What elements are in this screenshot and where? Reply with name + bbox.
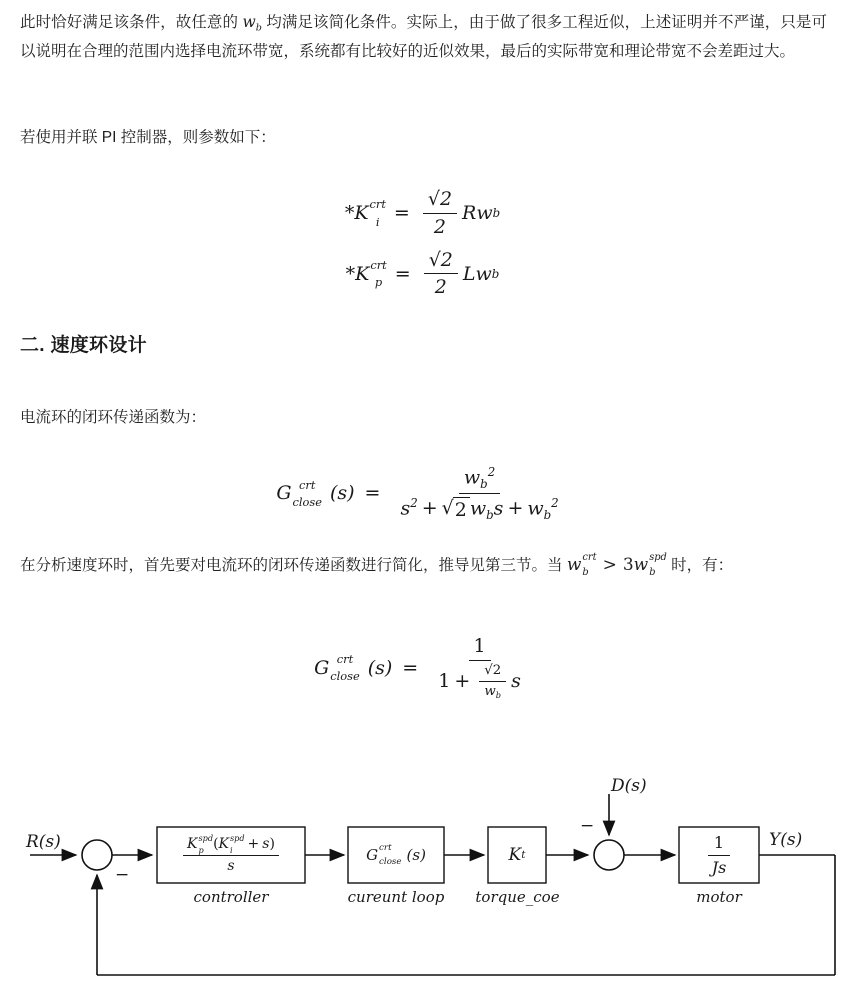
diagram-feedback-sign: −	[115, 865, 130, 885]
equation-ki-indices: crt i	[369, 197, 386, 229]
equation-gclose-s-base: G	[314, 656, 330, 679]
equation-kp-frac-den: 2	[434, 276, 447, 299]
equation-kp-base: K	[355, 262, 370, 285]
equation-kp-fraction	[424, 249, 458, 300]
paragraph-1-text-a: 此时恰好满足该条件，故任意的	[20, 14, 243, 31]
control-block-diagram	[0, 770, 845, 994]
inline-math-inequality: w crt b > 3w spd b	[566, 552, 667, 579]
equation-kp-tail: Lw	[462, 262, 492, 285]
equation-block-pi-parameters	[0, 178, 845, 309]
equation-gclose-indices: crt close	[292, 477, 322, 509]
diagram-block-controller-caption: controller	[193, 888, 269, 906]
equation-block-closed-loop	[0, 455, 845, 532]
paragraph-1-text-b: 均满足该简化条件。实际上，由于做了很多工程近似，上述证明并不严谨，只是可以说明在合理的范围内选择电流环带宽，系统都有比较好的近似效果，最后的实际带宽和理论带宽不会差距过大。	[20, 14, 827, 60]
equation-ki-star: *	[344, 202, 355, 225]
paragraph-4-text-a: 在分析速度环时，首先要对电流环的闭环传递函数进行简化，推导见第三节。当	[20, 557, 567, 574]
equation-ki-frac-num: √2	[423, 188, 457, 214]
equation-gclose-simplified	[0, 635, 845, 701]
equation-gclose-num: $w_b^2$	[459, 465, 500, 494]
equation-kp-tail-sub: b	[491, 266, 500, 281]
diagram-disturbance-label: D(s)	[611, 776, 647, 796]
equation-gclose-den: $s^2$ + √ 2 $w_bs + w_b^2$	[400, 495, 559, 522]
equation-ki-frac-den: 2	[433, 215, 446, 238]
diagram-block-torque-coe-content: K t	[508, 845, 526, 865]
diagram-block-current-loop-caption: cureunt loop	[347, 888, 445, 906]
equation-gclose-s-fraction	[433, 635, 526, 701]
equation-block-simplified	[0, 625, 845, 711]
equation-gclose-base: G	[276, 482, 292, 505]
paragraph-4-text-b: 时，有：	[666, 557, 734, 574]
equation-kp-frac-num: √2	[424, 249, 458, 275]
equation-kp-equals: =	[394, 262, 411, 285]
equation-gclose-equals: =	[364, 482, 381, 505]
equation-gclose-full	[0, 465, 845, 522]
diagram-disturbance-sign: −	[580, 816, 595, 836]
equation-gclose-s-indices: crt close	[330, 651, 360, 684]
equation-ki-base: K	[354, 202, 369, 225]
equation-gclose-s-den: 1 + $\frac{√2}{w_b}$ s	[438, 662, 521, 700]
diagram-output-label: Y(s)	[769, 830, 803, 850]
equation-gclose-s-arg: (s)	[367, 656, 393, 679]
diagram-input-label: R(s)	[26, 832, 61, 852]
equation-gclose-s-equals: =	[402, 656, 419, 679]
diagram-block-torque-coe-caption: torque_coe	[475, 888, 560, 906]
paragraph-1	[20, 8, 827, 66]
diagram-block-current-loop-content: G crt close (s)	[366, 843, 426, 867]
equation-kp-star: *	[345, 262, 356, 285]
inline-math-wb: $w_b$	[242, 13, 262, 34]
equation-gclose-arg: (s)	[329, 482, 355, 505]
equation-ki-crt	[0, 188, 845, 239]
paragraph-4	[20, 550, 827, 581]
equation-kp-crt	[0, 249, 845, 300]
diagram-block-controller-content: K spd p (K spd i + s) s	[157, 827, 305, 883]
equation-gclose-fraction	[395, 465, 563, 522]
equation-ki-equals: =	[393, 202, 410, 225]
equation-gclose-s-num: 1	[469, 635, 491, 661]
equation-ki-tail-sub: b	[492, 206, 501, 221]
section-heading-speed-loop: 二. 速度环设计	[20, 335, 147, 356]
diagram-block-motor-caption: motor	[696, 888, 742, 906]
equation-kp-indices: crt p	[370, 257, 387, 290]
diagram-block-motor-content: $\frac{1}{Js}$	[679, 827, 759, 883]
equation-ki-tail: Rw	[462, 202, 493, 225]
paragraph-2: 若使用并联 PI 控制器，则参数如下：	[20, 129, 276, 146]
paragraph-3: 电流环的闭环传递函数为：	[20, 409, 207, 426]
equation-ki-fraction	[423, 188, 457, 239]
